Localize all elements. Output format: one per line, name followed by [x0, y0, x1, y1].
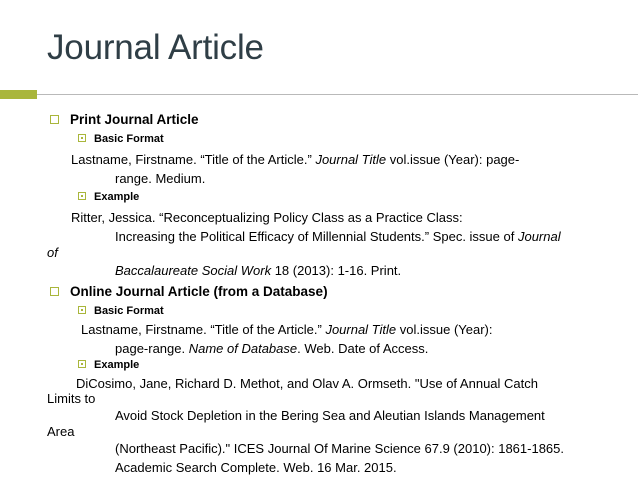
- online-example-line-4: Area: [47, 424, 75, 439]
- online-example-line-2: Limits to: [47, 391, 96, 406]
- print-format-line-2: range. Medium.: [115, 171, 206, 186]
- example-label: Example: [94, 191, 140, 203]
- filled-square-bullet-icon: [78, 360, 86, 368]
- online-example-line-5: (Northeast Pacific)." ICES Journal Of Marine Science 67.9 (2010): 1861-1865.: [115, 441, 565, 456]
- basic-format-label: Basic Format: [94, 305, 164, 317]
- print-format-line-1: Lastname, Firstname. “Title of the Article.” Journal Title vol.issue (Year): page-: [71, 152, 520, 167]
- filled-square-bullet-icon: [78, 306, 86, 314]
- filled-square-bullet-icon: [78, 192, 86, 200]
- print-example-line-1: Ritter, Jessica. “Reconceptualizing Policy Class as a Practice Class:: [71, 210, 463, 225]
- square-bullet-icon: [50, 287, 59, 296]
- square-bullet-icon: [50, 115, 59, 124]
- print-example-line-2: Increasing the Political Efficacy of Millennial Students.” Spec. issue of Journal: [115, 229, 561, 244]
- print-example-line-3: of: [47, 245, 58, 260]
- filled-square-bullet-icon: [78, 134, 86, 142]
- title-divider: [37, 94, 638, 95]
- online-format-line-1: Lastname, Firstname. “Title of the Article.” Journal Title vol.issue (Year):: [81, 322, 493, 337]
- slide-title: Journal Article: [47, 28, 264, 67]
- online-example-line-1: DiCosimo, Jane, Richard D. Methot, and Olav A. Ormseth. "Use of Annual Catch: [76, 376, 538, 391]
- basic-format-label: Basic Format: [94, 133, 164, 145]
- title-accent-bar: [0, 90, 37, 99]
- section-heading-print: Print Journal Article: [70, 112, 199, 127]
- online-example-line-3: Avoid Stock Depletion in the Bering Sea and Aleutian Islands Management: [115, 408, 545, 423]
- section-heading-online: Online Journal Article (from a Database): [70, 284, 328, 299]
- online-format-line-2: page-range. Name of Database. Web. Date of Access.: [115, 341, 429, 356]
- online-example-line-6: Academic Search Complete. Web. 16 Mar. 2015.: [115, 460, 397, 475]
- example-label: Example: [94, 359, 140, 371]
- print-example-line-4: Baccalaureate Social Work 18 (2013): 1-16. Print.: [115, 263, 402, 278]
